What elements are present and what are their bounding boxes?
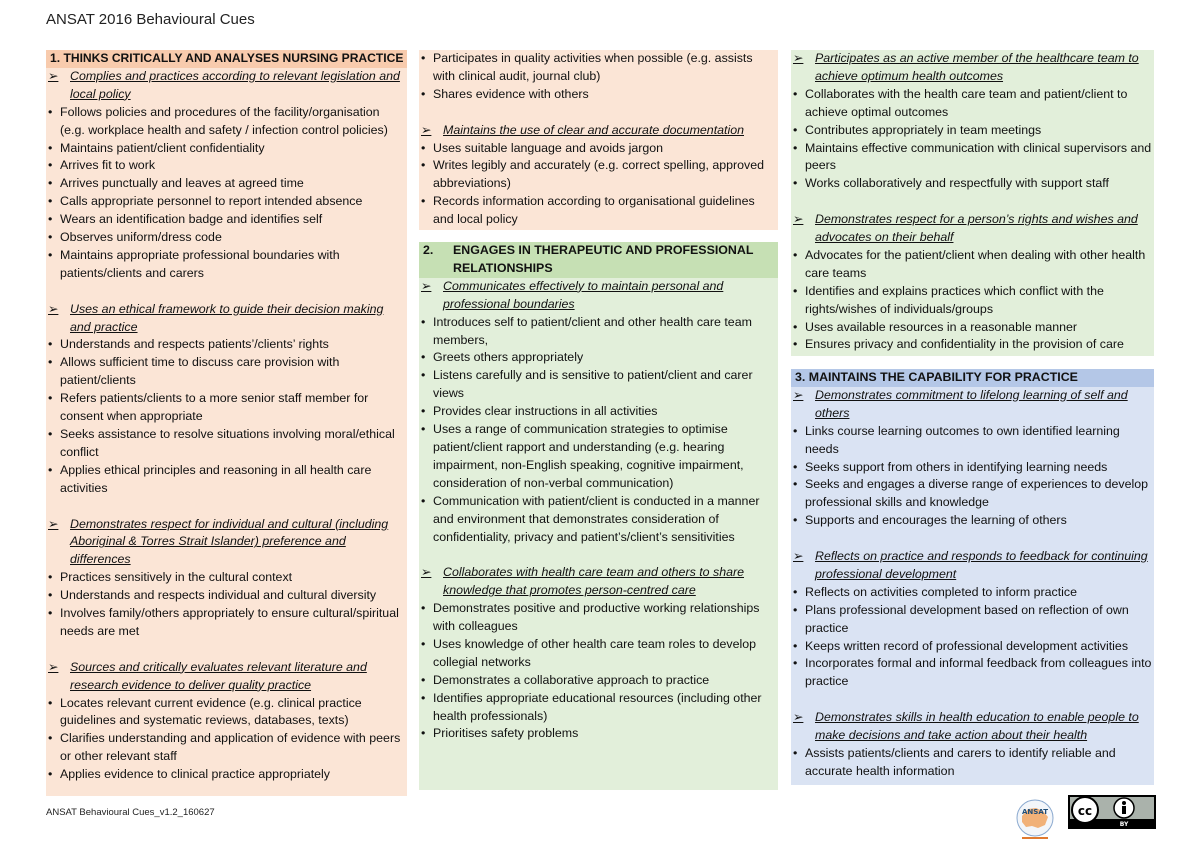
bullet-icon: • bbox=[48, 427, 53, 442]
cue-subheading bbox=[791, 709, 1154, 745]
cue-text: Involves family/others appropriately to ensure cultural/spiritual needs are met bbox=[60, 606, 399, 638]
cue-item bbox=[46, 462, 407, 498]
cue-item bbox=[46, 193, 407, 211]
cue-item bbox=[791, 140, 1154, 176]
cue-text: Participates in quality activities when possible (e.g. assists with clinical audit, journal club) bbox=[433, 51, 753, 83]
cue-item bbox=[419, 314, 778, 350]
subheading-text: Reflects on practice and responds to feedback for continuing professional development bbox=[815, 549, 1148, 581]
arrow-bullet-icon: ➢ bbox=[793, 549, 804, 564]
bullet-icon: • bbox=[421, 86, 426, 101]
section-2-title: ENGAGES IN THERAPEUTIC AND PROFESSIONAL RELATIONSHIPS bbox=[453, 243, 754, 275]
cue-item bbox=[46, 390, 407, 426]
bullet-icon: • bbox=[48, 230, 53, 245]
col2a-content bbox=[419, 50, 778, 229]
cue-item bbox=[419, 403, 778, 421]
cue-text: Writes legibly and accurately (e.g. correct spelling, approved abbreviations) bbox=[433, 158, 765, 191]
bullet-icon: • bbox=[793, 638, 798, 653]
bullet-icon: • bbox=[421, 636, 426, 651]
cue-text: Demonstrates positive and productive working relationships with colleagues bbox=[433, 601, 760, 634]
cue-text: Seeks and engages a diverse range of experiences to develop professional skills and knowledge bbox=[805, 477, 1149, 510]
bullet-icon: • bbox=[793, 140, 798, 155]
cue-item bbox=[46, 587, 407, 605]
page-title: ANSAT 2016 Behavioural Cues bbox=[46, 11, 255, 28]
bullet-icon: • bbox=[421, 601, 426, 616]
cue-item bbox=[46, 157, 407, 175]
cue-text: Maintains effective communication with clinical supervisors and peers bbox=[805, 140, 1152, 173]
spacer bbox=[46, 498, 407, 516]
bullet-icon: • bbox=[793, 423, 798, 438]
cue-subheading bbox=[791, 548, 1154, 584]
cue-item bbox=[46, 104, 407, 140]
cue-item bbox=[791, 319, 1154, 337]
cue-item bbox=[46, 569, 407, 587]
section-3-header: 3. MAINTAINS THE CAPABILITY FOR PRACTICE bbox=[791, 369, 1154, 387]
bullet-icon: • bbox=[793, 337, 798, 352]
subheading-text: Uses an ethical framework to guide their decision making and practice bbox=[70, 301, 384, 334]
cue-item bbox=[419, 349, 778, 367]
subheading-text: Sources and critically evaluates relevant literature and research evidence to deliver quality practice bbox=[70, 659, 367, 692]
arrow-bullet-icon: ➢ bbox=[48, 516, 59, 531]
cue-text: Listens carefully and is sensitive to patient/client and carer views bbox=[433, 368, 753, 401]
spacer bbox=[46, 283, 407, 301]
arrow-bullet-icon: ➢ bbox=[793, 51, 804, 65]
bullet-icon: • bbox=[48, 391, 53, 406]
cue-subheading bbox=[419, 122, 778, 140]
subheading-text: Demonstrates respect for a person’s rights and wishes and advocates on their behalf bbox=[815, 212, 1138, 245]
bullet-icon: • bbox=[793, 319, 798, 334]
cue-text: Collaborates with the health care team and patient/client to achieve optimal outcomes bbox=[805, 86, 1128, 119]
bullet-icon: • bbox=[793, 477, 798, 492]
bullet-icon: • bbox=[421, 690, 426, 705]
cue-item bbox=[791, 584, 1154, 602]
cue-text: Follows policies and procedures of the facility/organisation (e.g. workplace health and safety / infection control policies) bbox=[60, 104, 388, 137]
cue-text: Calls appropriate personnel to report intended absence bbox=[60, 194, 363, 209]
cue-item bbox=[791, 175, 1154, 193]
subheading-text: Maintains the use of clear and accurate documentation bbox=[443, 122, 744, 137]
cue-subheading bbox=[46, 301, 407, 337]
cue-item bbox=[419, 157, 778, 193]
subheading-text: Collaborates with health care team and others to share knowledge that promotes person-centred care bbox=[443, 565, 744, 598]
cue-item bbox=[46, 426, 407, 462]
cue-item bbox=[791, 655, 1154, 691]
bullet-icon: • bbox=[421, 314, 426, 329]
cue-text: Supports and encourages the learning of others bbox=[805, 513, 1067, 528]
cue-text: Understands and respects patients’/clients’ rights bbox=[60, 337, 329, 352]
cue-text: Clarifies understanding and application of evidence with peers or other relevant staff bbox=[60, 731, 401, 764]
cc-by-badge bbox=[1068, 795, 1156, 829]
cue-subheading bbox=[46, 659, 407, 695]
spacer bbox=[419, 546, 778, 564]
subheading-text: Demonstrates skills in health education to enable people to make decisions and take action about their health bbox=[815, 710, 1139, 743]
bullet-icon: • bbox=[421, 404, 426, 419]
arrow-bullet-icon: ➢ bbox=[421, 278, 432, 293]
arrow-bullet-icon: ➢ bbox=[48, 659, 59, 674]
bullet-icon: • bbox=[48, 176, 53, 191]
cue-text: Identifies appropriate educational resources (including other health professionals) bbox=[433, 690, 762, 723]
cue-item bbox=[419, 193, 778, 229]
bullet-icon: • bbox=[48, 247, 53, 262]
cue-text: Contributes appropriately in team meetings bbox=[805, 122, 1042, 137]
cue-text: Arrives punctually and leaves at agreed time bbox=[60, 176, 304, 191]
cue-text: Applies evidence to clinical practice appropriately bbox=[60, 767, 330, 782]
cue-item bbox=[46, 766, 407, 784]
cue-item bbox=[46, 695, 407, 731]
bullet-icon: • bbox=[48, 212, 53, 227]
cue-text: Demonstrates a collaborative approach to practice bbox=[433, 672, 710, 687]
footer-version: ANSAT Behavioural Cues_v1.2_160627 bbox=[46, 807, 215, 818]
cue-text: Links course learning outcomes to own identified learning needs bbox=[805, 423, 1120, 456]
ansat-logo-text: ANSAT bbox=[1022, 808, 1048, 816]
cue-item bbox=[791, 247, 1154, 283]
cue-item bbox=[46, 229, 407, 247]
cue-text: Maintains appropriate professional boundaries with patients/clients and carers bbox=[60, 247, 340, 280]
cue-item bbox=[46, 336, 407, 354]
cue-text: Assists patients/clients and carers to identify reliable and accurate health information bbox=[805, 746, 1116, 778]
cue-text: Allows sufficient time to discuss care provision with patient/clients bbox=[60, 355, 340, 388]
cue-item bbox=[791, 638, 1154, 656]
cue-item bbox=[791, 602, 1154, 638]
ansat-logo bbox=[1010, 796, 1060, 844]
cc-text: cc bbox=[1077, 804, 1093, 818]
cue-text: Greets others appropriately bbox=[433, 350, 584, 365]
spacer bbox=[791, 530, 1154, 548]
cue-item bbox=[419, 140, 778, 158]
cue-item bbox=[791, 423, 1154, 459]
bullet-icon: • bbox=[793, 656, 798, 671]
subheading-text: Demonstrates commitment to lifelong learning of self and others bbox=[815, 387, 1128, 420]
arrow-bullet-icon: ➢ bbox=[48, 301, 59, 316]
cue-subheading bbox=[791, 50, 1154, 86]
cue-subheading bbox=[419, 278, 778, 314]
spacer bbox=[46, 641, 407, 659]
bullet-icon: • bbox=[48, 767, 53, 782]
cue-text: Provides clear instructions in all activities bbox=[433, 404, 658, 419]
cue-subheading bbox=[46, 68, 407, 104]
cue-text: Seeks assistance to resolve situations involving moral/ethical conflict bbox=[60, 427, 395, 459]
bullet-icon: • bbox=[421, 194, 426, 209]
arrow-bullet-icon: ➢ bbox=[793, 710, 804, 725]
bullet-icon: • bbox=[421, 158, 426, 173]
cue-text: Communication with patient/client is conducted in a manner and environment that demonstrates consideration of confidentiality, privacy and patient’s/client’s sensitivities bbox=[433, 493, 760, 544]
cue-item bbox=[791, 336, 1154, 354]
cue-item bbox=[419, 636, 778, 672]
subheading-text: Complies and practices according to relevant legislation and local policy bbox=[70, 68, 400, 101]
section-2-number: 2. bbox=[423, 243, 434, 257]
bullet-icon: • bbox=[48, 606, 53, 621]
bullet-icon: • bbox=[793, 283, 798, 298]
bullet-icon: • bbox=[793, 176, 798, 191]
arrow-bullet-icon: ➢ bbox=[421, 565, 432, 580]
cue-text: Wears an identification badge and identifies self bbox=[60, 212, 323, 227]
cue-subheading bbox=[419, 564, 778, 600]
cue-text: Plans professional development based on reflection of own practice bbox=[805, 602, 1129, 635]
cue-item bbox=[791, 476, 1154, 512]
bullet-icon: • bbox=[421, 140, 426, 155]
bullet-icon: • bbox=[48, 462, 53, 477]
cue-text: Prioritises safety problems bbox=[433, 726, 579, 741]
bullet-icon: • bbox=[793, 122, 798, 137]
bullet-icon: • bbox=[48, 588, 53, 603]
cue-text: Identifies and explains practices which conflict with the rights/wishes of individuals/groups bbox=[805, 283, 1104, 316]
cue-item bbox=[419, 600, 778, 636]
cue-text: Applies ethical principles and reasoning in all health care activities bbox=[60, 462, 372, 495]
arrow-bullet-icon: ➢ bbox=[48, 68, 59, 83]
cue-item bbox=[46, 175, 407, 193]
bullet-icon: • bbox=[793, 584, 798, 599]
cue-item bbox=[46, 354, 407, 390]
bullet-icon: • bbox=[793, 247, 798, 262]
subheading-text: Communicates effectively to maintain personal and professional boundaries bbox=[443, 278, 724, 311]
cue-text: Uses suitable language and avoids jargon bbox=[433, 140, 664, 155]
col1-content bbox=[46, 50, 407, 784]
cue-text: Keeps written record of professional development activities bbox=[805, 638, 1129, 653]
section-1-header: 1. THINKS CRITICALLY AND ANALYSES NURSING PRACTICE bbox=[46, 50, 407, 68]
subheading-text: Demonstrates respect for individual and cultural (including Aboriginal & Torres Strait Islander) preference and differences bbox=[70, 516, 389, 567]
bullet-icon: • bbox=[421, 493, 426, 508]
arrow-bullet-icon: ➢ bbox=[421, 122, 432, 137]
cue-text: Maintains patient/client confidentiality bbox=[60, 140, 265, 155]
bullet-icon: • bbox=[48, 104, 53, 119]
cue-item bbox=[791, 459, 1154, 477]
bullet-icon: • bbox=[421, 51, 426, 65]
arrow-bullet-icon: ➢ bbox=[793, 212, 804, 227]
cue-text: Reflects on activities completed to inform practice bbox=[805, 584, 1078, 599]
cue-item bbox=[419, 86, 778, 104]
cue-item bbox=[46, 211, 407, 229]
cue-item bbox=[46, 605, 407, 641]
bullet-icon: • bbox=[48, 140, 53, 155]
cue-text: Records information according to organisational guidelines and local policy bbox=[433, 194, 755, 227]
bullet-icon: • bbox=[421, 422, 426, 437]
bullet-icon: • bbox=[421, 350, 426, 365]
bullet-icon: • bbox=[48, 570, 53, 585]
cue-item bbox=[46, 730, 407, 766]
section-2-header bbox=[419, 242, 778, 278]
cue-item bbox=[419, 367, 778, 403]
by-text: BY bbox=[1119, 821, 1129, 828]
cue-text: Uses a range of communication strategies to optimise patient/client rapport and understanding (e.g. hearing impairment, non-English speaking, cognitive impairment, consideration of non-verbal communication) bbox=[433, 422, 744, 490]
bullet-icon: • bbox=[48, 355, 53, 370]
bullet-icon: • bbox=[48, 731, 53, 746]
cue-subheading bbox=[46, 516, 407, 570]
cue-text: Observes uniform/dress code bbox=[60, 230, 222, 245]
bullet-icon: • bbox=[48, 194, 53, 209]
cue-item bbox=[46, 247, 407, 283]
cue-item bbox=[791, 745, 1154, 781]
cue-item bbox=[791, 512, 1154, 530]
cue-text: Works collaboratively and respectfully with support staff bbox=[805, 176, 1109, 191]
bullet-icon: • bbox=[793, 513, 798, 528]
arrow-bullet-icon: ➢ bbox=[793, 387, 804, 402]
bullet-icon: • bbox=[421, 672, 426, 687]
cue-text: Arrives fit to work bbox=[60, 158, 156, 173]
cue-item bbox=[419, 690, 778, 726]
cue-text: Advocates for the patient/client when dealing with other health care teams bbox=[805, 247, 1146, 280]
cue-item bbox=[791, 122, 1154, 140]
cue-text: Uses knowledge of other health care team roles to develop collegial networks bbox=[433, 636, 757, 669]
spacer bbox=[791, 193, 1154, 211]
cue-text: Understands and respects individual and cultural diversity bbox=[60, 588, 377, 603]
cue-item bbox=[419, 725, 778, 743]
bullet-icon: • bbox=[421, 726, 426, 741]
cue-item bbox=[791, 283, 1154, 319]
cue-text: Practices sensitively in the cultural context bbox=[60, 570, 293, 585]
cue-subheading bbox=[791, 211, 1154, 247]
col3a-content bbox=[791, 50, 1154, 354]
spacer bbox=[791, 691, 1154, 709]
cue-text: Ensures privacy and confidentiality in the provision of care bbox=[805, 337, 1124, 352]
col3b-content bbox=[791, 369, 1154, 781]
bullet-icon: • bbox=[421, 368, 426, 383]
bullet-icon: • bbox=[48, 158, 53, 173]
subheading-text: Participates as an active member of the healthcare team to achieve optimum health outcomes bbox=[815, 51, 1139, 83]
bullet-icon: • bbox=[793, 602, 798, 617]
cue-item bbox=[419, 672, 778, 690]
bullet-icon: • bbox=[48, 695, 53, 710]
cue-item bbox=[791, 86, 1154, 122]
cue-text: Shares evidence with others bbox=[433, 86, 589, 101]
cue-item bbox=[419, 493, 778, 547]
cue-text: Seeks support from others in identifying learning needs bbox=[805, 459, 1108, 474]
cue-item bbox=[46, 140, 407, 158]
bullet-icon: • bbox=[793, 459, 798, 474]
col2b-content bbox=[419, 242, 778, 743]
cue-subheading bbox=[791, 387, 1154, 423]
cue-item bbox=[419, 421, 778, 493]
spacer bbox=[419, 104, 778, 122]
cue-text: Incorporates formal and informal feedback from colleagues into practice bbox=[805, 656, 1152, 689]
cue-text: Uses available resources in a reasonable manner bbox=[805, 319, 1078, 334]
bullet-icon: • bbox=[793, 746, 798, 760]
cue-item bbox=[419, 50, 778, 86]
bullet-icon: • bbox=[793, 86, 798, 101]
cue-text: Locates relevant current evidence (e.g. clinical practice guidelines and systematic reviews, databases, texts) bbox=[60, 695, 362, 728]
cue-text: Introduces self to patient/client and other health care team members, bbox=[433, 314, 752, 347]
cue-text: Refers patients/clients to a more senior staff member for consent when appropriate bbox=[60, 391, 369, 424]
bullet-icon: • bbox=[48, 337, 53, 352]
